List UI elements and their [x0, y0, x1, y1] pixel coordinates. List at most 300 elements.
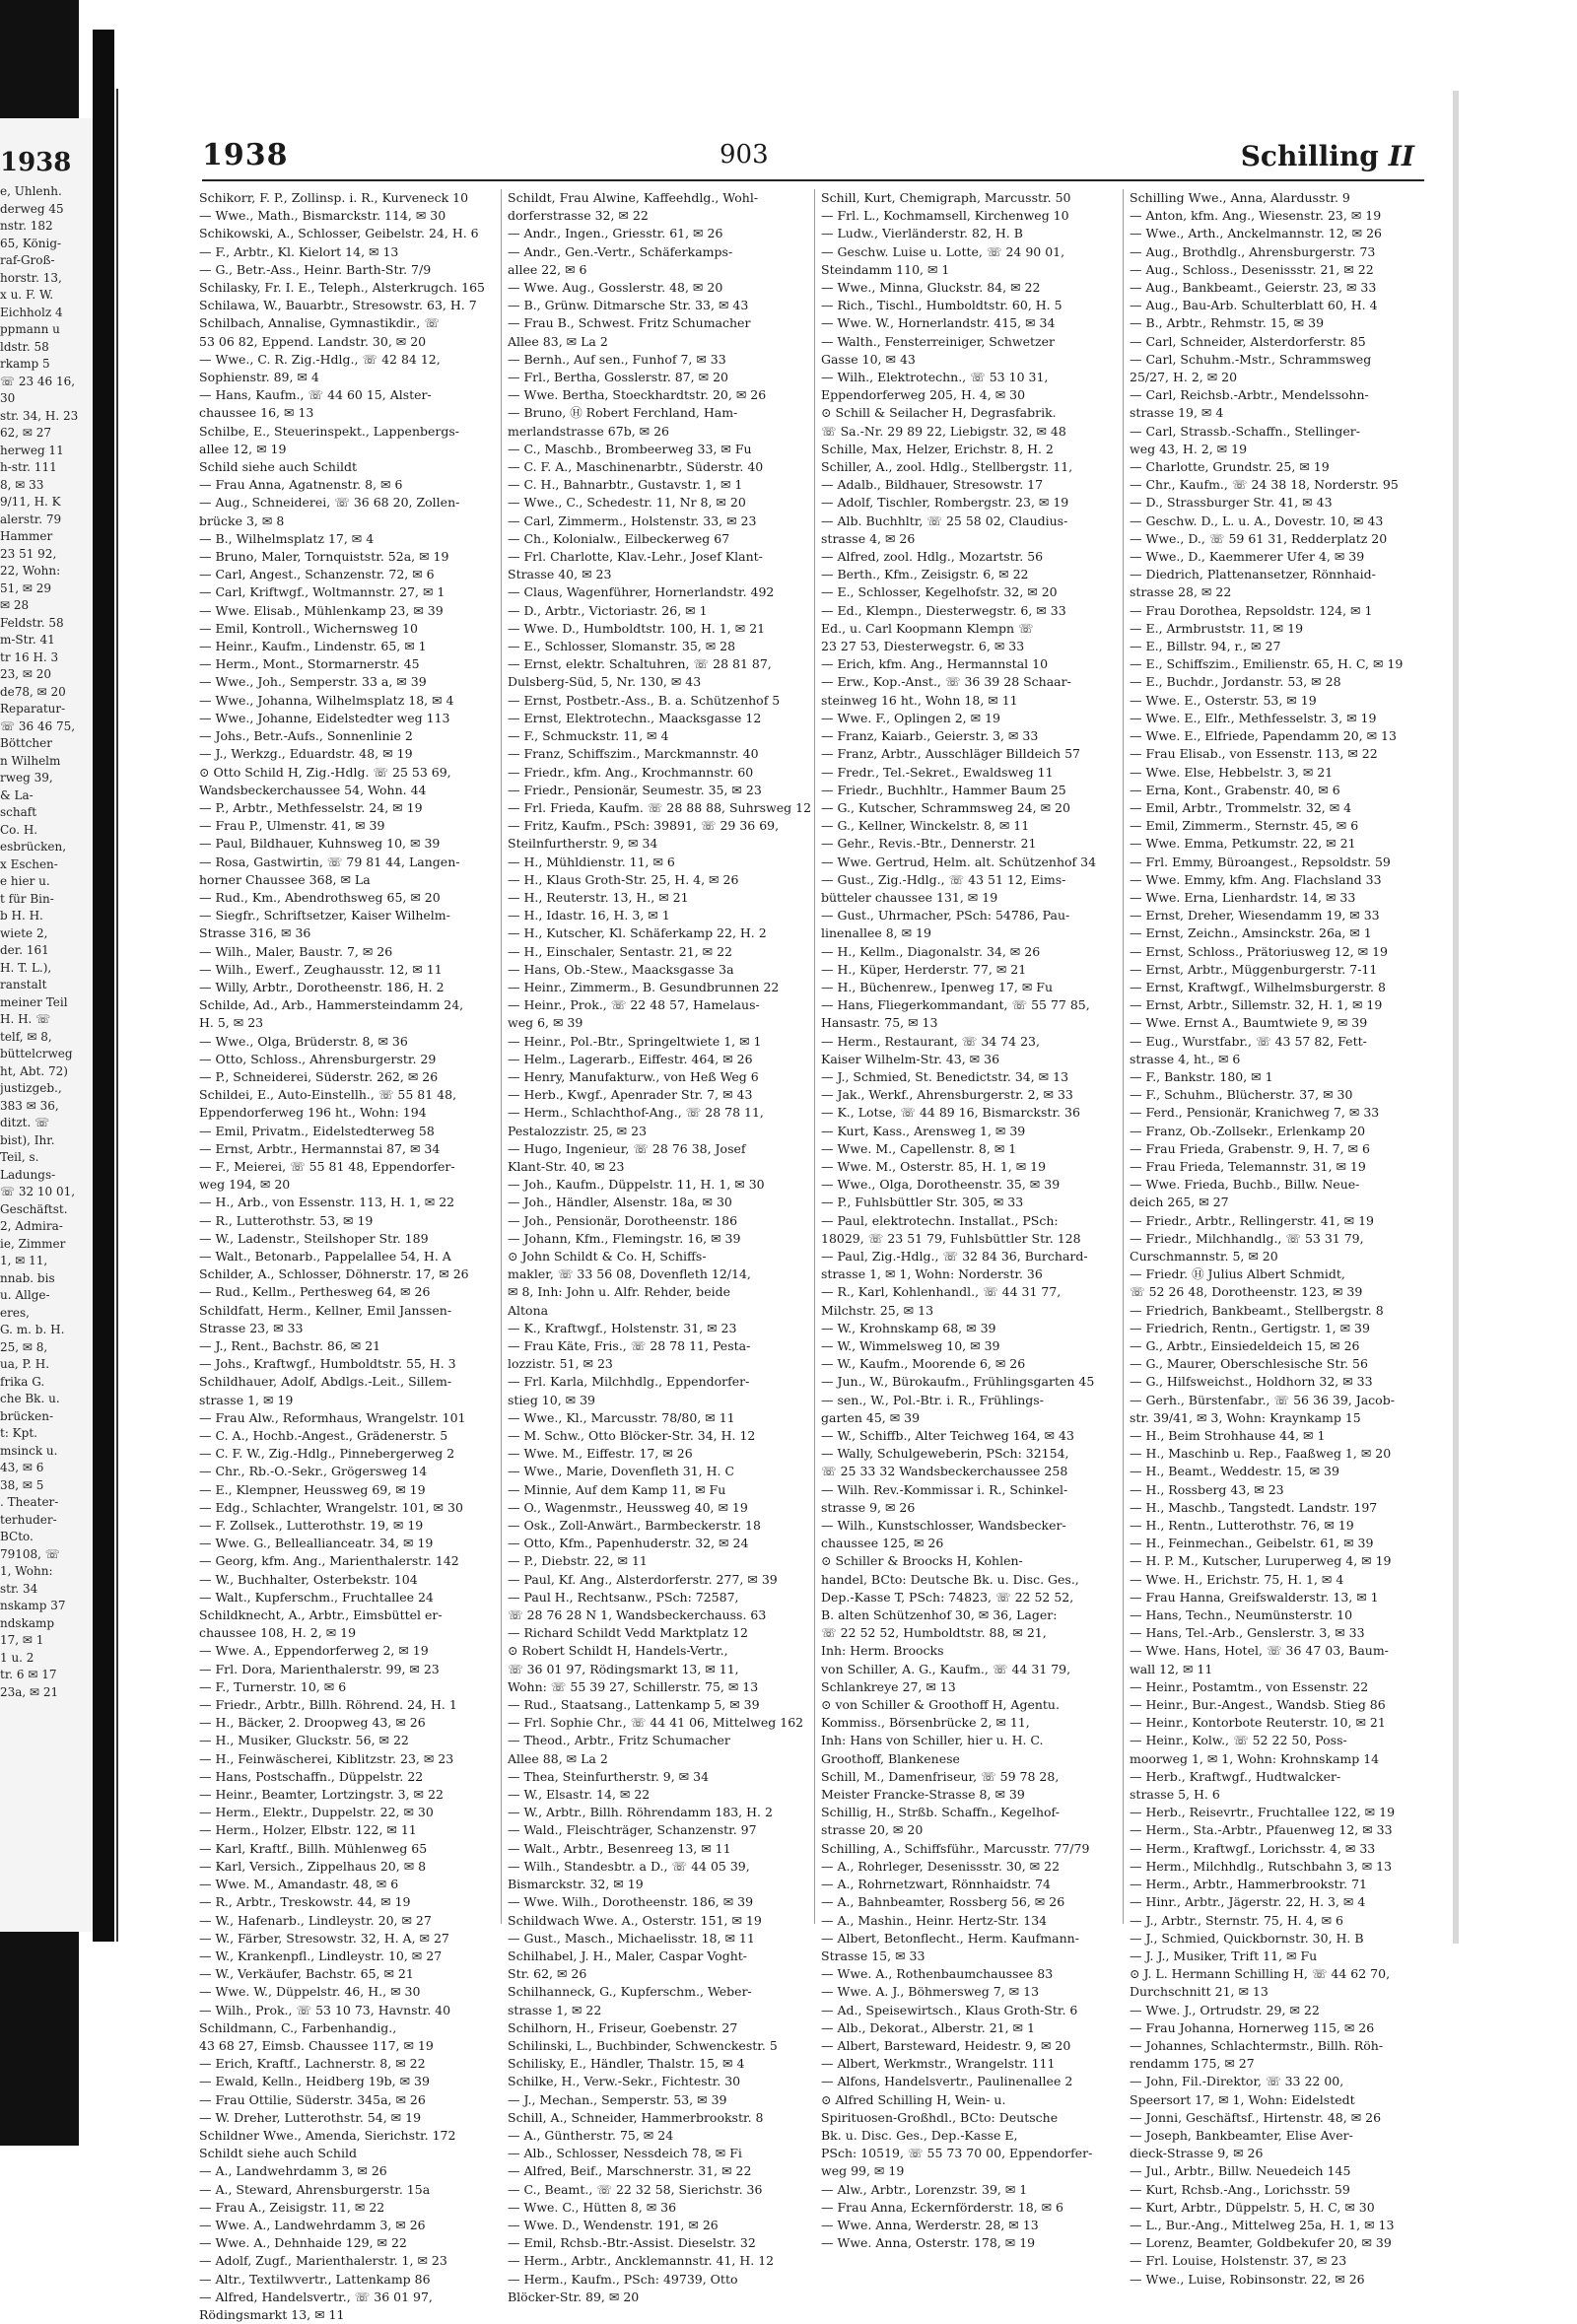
- directory-entry: — Franz, Schiffszim., Marckmannstr. 40: [508, 746, 759, 762]
- directory-entry: Kaiser Wilhelm-Str. 43, ✉ 36: [821, 1051, 1000, 1066]
- directory-entry: — Rud., Kellm., Perthesweg 64, ✉ 26: [199, 1284, 431, 1300]
- directory-entry: Schilhanneck, G., Kupferschm., Weber-: [508, 1984, 752, 2000]
- directory-entry: ☏ 52 26 48, Dorotheenstr. 123, ✉ 39: [1130, 1284, 1363, 1300]
- directory-entry: — Wwe., Olga, Dorotheenstr. 35, ✉ 39: [821, 1177, 1061, 1193]
- previous-page-line: eres,: [0, 1305, 30, 1320]
- directory-entry: — J., Arbtr., Sternstr. 75, H. 4, ✉ 6: [1130, 1912, 1343, 1928]
- directory-entry: — H., Arb., von Essenstr. 113, H. 1, ✉ 22: [199, 1195, 455, 1210]
- directory-entry: moorweg 1, ✉ 1, Wohn: Krohnskamp 14: [1130, 1750, 1380, 1766]
- directory-entry: — Ch., Kolonialw., Eilbeckerweg 67: [508, 530, 730, 546]
- directory-entry: — W., Verkäufer, Bachstr. 65, ✉ 21: [199, 1966, 414, 1982]
- directory-entry: — Paul, Zig.-Hdlg., ☏ 32 84 36, Burchard-: [821, 1248, 1088, 1264]
- directory-entry: Schildknecht, A., Arbtr., Eimsbüttel er-: [199, 1607, 443, 1623]
- directory-entry: 53 06 82, Eppend. Landstr. 30, ✉ 20: [199, 333, 427, 349]
- previous-page-line: ✉ 28: [0, 598, 30, 612]
- directory-entry: — Wwe. Anna, Osterstr. 178, ✉ 19: [821, 2235, 1036, 2251]
- directory-entry: Inh: Hans von Schiller, hier u. H. C.: [821, 1733, 1044, 1748]
- directory-entry: — Friedr., Arbtr., Billh. Röhrend. 24, H. 1: [199, 1697, 457, 1713]
- directory-entry: — Carl, Kriftwgf., Woltmannstr. 27, ✉ 1: [199, 584, 446, 600]
- previous-page-line: che Bk. u.: [0, 1392, 60, 1405]
- directory-entry: — Friedr. Ⓗ Julius Albert Schmidt,: [1130, 1266, 1345, 1282]
- directory-entry: PSch: 10519, ☏ 55 73 70 00, Eppendorfer-: [821, 2146, 1093, 2161]
- directory-entry: Eppendorferweg 205, H. 4, ✉ 30: [821, 387, 1026, 403]
- directory-entry: — Karl, Versich., Zippelhaus 20, ✉ 8: [199, 1858, 427, 1874]
- directory-entry: ⊙ J. L. Hermann Schilling H, ☏ 44 62 70,: [1130, 1966, 1391, 1982]
- directory-entry: weg 43, H. 2, ✉ 19: [1130, 441, 1248, 456]
- directory-entry: — W., Färber, Stresowstr. 32, H. A, ✉ 27: [199, 1930, 449, 1946]
- directory-entry: Schildhauer, Adolf, Abdlgs.-Leit., Sillem-: [199, 1374, 452, 1390]
- directory-entry: — Ernst, Kraftwgf., Wilhelmsburgerstr. 8: [1130, 979, 1386, 994]
- directory-entry: — Wwe., D., Kaemmerer Ufer 4, ✉ 39: [1130, 549, 1365, 565]
- directory-entry: — Frau Frieda, Grabenstr. 9, H. 7, ✉ 6: [1130, 1140, 1370, 1156]
- directory-entry: — Frau Johanna, Hornerweg 115, ✉ 26: [1130, 2019, 1375, 2035]
- previous-page-line: alerstr. 79: [0, 512, 62, 526]
- previous-page-line: ☏ 23 46 16,: [0, 374, 76, 388]
- directory-entry: — H., Feinmechan., Geibelstr. 61, ✉ 39: [1130, 1536, 1374, 1551]
- directory-entry: — H., Büchenrew., Ipenweg 17, ✉ Fu: [821, 979, 1054, 994]
- directory-entry: — Albert, Barsteward, Heidestr. 9, ✉ 20: [821, 2037, 1071, 2053]
- directory-entry: Ed., u. Carl Koopmann Klempn ☏: [821, 620, 1034, 636]
- directory-entry: — J. J., Musiker, Trift 11, ✉ Fu: [1130, 1948, 1318, 1963]
- directory-entry: — Alfons, Handelsvertr., Paulinenallee 2: [821, 2074, 1073, 2089]
- previous-page-line: 23 51 92,: [0, 546, 57, 561]
- directory-entry: Altona: [508, 1302, 549, 1318]
- previous-page-line: ht, Abt. 72): [0, 1063, 68, 1078]
- directory-entry: — Walt., Betonarb., Pappelallee 54, H. A: [199, 1248, 451, 1264]
- directory-entry: — W., Buchhalter, Osterbekstr. 104: [199, 1571, 418, 1587]
- directory-entry: garten 45, ✉ 39: [821, 1409, 921, 1425]
- previous-page-line: 38, ✉ 5: [0, 1477, 44, 1492]
- directory-entry: — Heinr., Bur.-Angest., Wandsb. Stieg 86: [1130, 1697, 1386, 1713]
- directory-entry: Schillig, H., Strßb. Schaffn., Kegelhof-: [821, 1805, 1060, 1820]
- directory-entry: Schildfatt, Herm., Kellner, Emil Janssen-: [199, 1302, 452, 1318]
- previous-page-line: n Wilhelm: [0, 753, 61, 768]
- directory-entry: Kommiss., Börsenbrücke 2, ✉ 11,: [821, 1715, 1030, 1731]
- directory-entry: Str. 62, ✉ 26: [508, 1966, 587, 1982]
- directory-entry: Schilde, Ad., Arb., Hammersteindamm 24,: [199, 997, 464, 1013]
- directory-entry: weg 6, ✉ 39: [508, 1015, 583, 1031]
- directory-entry: — Lorenz, Beamter, Goldbekufer 20, ✉ 39: [1130, 2235, 1392, 2251]
- directory-entry: — Wwe. H., Erichstr. 75, H. 1, ✉ 4: [1130, 1571, 1344, 1587]
- directory-entry: allee 22, ✉ 6: [508, 261, 587, 277]
- directory-entry: — Wwe. Else, Hebbelstr. 3, ✉ 21: [1130, 764, 1334, 780]
- directory-entry: — H., Rentn., Lutterothstr. 76, ✉ 19: [1130, 1518, 1354, 1534]
- directory-entry: — Otto, Kfm., Papenhuderstr. 32, ✉ 24: [508, 1536, 749, 1551]
- directory-entry: strasse 5, H. 6: [1130, 1787, 1220, 1803]
- directory-entry: ☏ 28 76 28 N 1, Wandsbeckerchauss. 63: [508, 1607, 767, 1623]
- previous-page-line: BCto.: [0, 1530, 34, 1543]
- directory-entry: 18029, ☏ 23 51 79, Fuhlsbüttler Str. 128: [821, 1230, 1081, 1246]
- directory-entry: — Frau Ottilie, Süderstr. 345a, ✉ 26: [199, 2091, 426, 2107]
- directory-entry: — Alfred, Beif., Marschnerstr. 31, ✉ 22: [508, 2163, 752, 2179]
- directory-entry: — Frau A., Zeisigstr. 11, ✉ 22: [199, 2199, 385, 2215]
- directory-entry: ☏ 22 52 52, Humboldtstr. 88, ✉ 21,: [821, 1625, 1047, 1641]
- directory-entry: Schildei, E., Auto-Einstellh., ☏ 55 81 48,: [199, 1087, 457, 1103]
- directory-entry: — Frl. L., Kochmamsell, Kirchenweg 10: [821, 208, 1069, 224]
- directory-entry: Pestalozzistr. 25, ✉ 23: [508, 1123, 648, 1138]
- directory-entry: — Richard Schildt Vedd Marktplatz 12: [508, 1625, 748, 1641]
- directory-entry: — Osk., Zoll-Anwärt., Barmbeckerstr. 18: [508, 1518, 761, 1534]
- directory-entry: Schill, A., Schneider, Hammerbrookstr. 8: [508, 2109, 764, 2125]
- directory-entry: Blöcker-Str. 89, ✉ 20: [508, 2289, 640, 2304]
- directory-entry: — Hans, Techn., Neumünsterstr. 10: [1130, 1607, 1353, 1623]
- previous-page-line: 62, ✉ 27: [0, 426, 52, 440]
- directory-entry: — Johs., Betr.-Aufs., Sonnenlinie 2: [199, 728, 413, 744]
- previous-page-line: horstr. 13,: [0, 270, 62, 285]
- directory-entry: — Frl. Frieda, Kaufm. ☏ 28 88 88, Suhrsweg 12: [508, 799, 812, 815]
- previous-page-line: telf, ✉ 8,: [0, 1029, 52, 1044]
- directory-entry: — E., Buchdr., Jordanstr. 53, ✉ 28: [1130, 674, 1341, 690]
- previous-page-line: brücken-: [0, 1408, 54, 1423]
- directory-entry: chaussee 125, ✉ 26: [821, 1536, 944, 1551]
- directory-entry: — Wwe. Emmy, kfm. Ang. Flachsland 33: [1130, 871, 1382, 887]
- directory-entry: — Frl. Sophie Chr., ☏ 44 41 06, Mittelweg 162: [508, 1715, 804, 1731]
- directory-entry: — Alb., Dekorat., Alberstr. 21, ✉ 1: [821, 2019, 1035, 2035]
- directory-entry: horner Chaussee 368, ✉ La: [199, 871, 371, 887]
- directory-entry: — Herb., Kraftwgf., Hudtwalcker-: [1130, 1768, 1341, 1784]
- directory-entry: — Wwe. Bertha, Stoeckhardtstr. 20, ✉ 26: [508, 387, 767, 403]
- directory-entry: — Herm., Milchhdlg., Rutschbahn 3, ✉ 13: [1130, 1858, 1393, 1874]
- previous-page-line: ndskamp: [0, 1615, 55, 1630]
- directory-entry: — Herb., Kwgf., Apenrader Str. 7, ✉ 43: [508, 1087, 753, 1103]
- directory-entry: — Herm., Sta.-Arbtr., Pfauenweg 12, ✉ 33: [1130, 1822, 1393, 1838]
- directory-entry: — Georg, kfm. Ang., Marienthalerstr. 142: [199, 1553, 459, 1569]
- directory-entry: Bk. u. Disc. Ges., Dep.-Kasse E,: [821, 2127, 1018, 2143]
- directory-entry: — E., Schlosser, Kegelhofstr. 32, ✉ 20: [821, 584, 1058, 600]
- directory-entry: — B., Grünw. Ditmarsche Str. 33, ✉ 43: [508, 298, 749, 313]
- directory-entry: — Wwe., Kl., Marcusstr. 78/80, ✉ 11: [508, 1409, 735, 1425]
- directory-entry: — C. F. A., Maschinenarbtr., Süderstr. 40: [508, 459, 764, 475]
- directory-entry: — A., Bahnbeamter, Rossberg 56, ✉ 26: [821, 1894, 1065, 1910]
- directory-entry: — Henry, Manufakturw., von Heß Weg 6: [508, 1068, 759, 1084]
- previous-page-line: ppmann u: [0, 322, 60, 336]
- directory-entry: — A., Landwehrdamm 3, ✉ 26: [199, 2163, 387, 2179]
- directory-entry: Eppendorferweg 196 ht., Wohn: 194: [199, 1105, 427, 1121]
- directory-entry: — Frau Elisab., von Essenstr. 113, ✉ 22: [1130, 746, 1378, 762]
- previous-page-line: x Eschen-: [0, 856, 58, 871]
- directory-entry: — J., Schmied, Quickbornstr. 30, H. B: [1130, 1930, 1364, 1946]
- directory-entry: — Herm., Arbtr., Hammerbrookstr. 71: [1130, 1877, 1367, 1892]
- directory-entry: — P., Schneiderei, Süderstr. 262, ✉ 26: [199, 1068, 439, 1084]
- page-number: 903: [720, 140, 769, 170]
- directory-entry: — Ernst, Arbtr., Sillemstr. 32, H. 1, ✉ 19: [1130, 997, 1383, 1013]
- previous-page-line: 8, ✉ 33: [0, 477, 44, 492]
- directory-entry: — Anton, kfm. Ang., Wiesenstr. 23, ✉ 19: [1130, 208, 1382, 224]
- directory-entry: — W., Hafenarb., Lindleystr. 20, ✉ 27: [199, 1912, 432, 1928]
- previous-page-line: tr. 6 ✉ 17: [0, 1668, 57, 1681]
- directory-entry: — Wwe. D., Humboldtstr. 100, H. 1, ✉ 21: [508, 620, 766, 636]
- directory-entry: — Frau Anna, Agatnenstr. 8, ✉ 6: [199, 477, 403, 493]
- previous-page-line: justizgeb.,: [0, 1081, 62, 1095]
- directory-entry: — Ernst, Dreher, Wiesendamm 19, ✉ 33: [1130, 908, 1380, 923]
- directory-entry: — Ad., Speisewirtsch., Klaus Groth-Str. 6: [821, 2002, 1078, 2017]
- directory-entry: Schildwach Wwe. A., Osterstr. 151, ✉ 19: [508, 1912, 762, 1928]
- running-head-volume: II: [1388, 140, 1414, 172]
- directory-entry: — Frau Käte, Fris., ☏ 28 78 11, Pesta-: [508, 1338, 751, 1353]
- directory-entry: ⊙ Schill & Seilacher H, Degrasfabrik.: [821, 405, 1057, 421]
- previous-page-line: e, Uhlenh.: [0, 184, 62, 198]
- directory-entry: chaussee 108, H. 2, ✉ 19: [199, 1625, 357, 1641]
- directory-entry: — G., Arbtr., Einsiedeldeich 15, ✉ 26: [1130, 1338, 1360, 1353]
- directory-entry: — Wwe. Aug., Gosslerstr. 48, ✉ 20: [508, 280, 723, 296]
- directory-entry: — Gerh., Bürstenfabr., ☏ 56 36 39, Jacob-: [1130, 1392, 1395, 1407]
- directory-entry: — Erich, kfm. Ang., Hermannstal 10: [821, 656, 1049, 672]
- previous-page-line: 65, König-: [0, 236, 62, 250]
- previous-page-line: rweg 39,: [0, 771, 53, 785]
- previous-page-line: nstr. 182: [0, 219, 53, 233]
- previous-page-line: 30: [0, 391, 16, 405]
- directory-entry: strasse 4, ht., ✉ 6: [1130, 1051, 1241, 1066]
- directory-entry: Schikorr, F. P., Zollinsp. i. R., Kurveneck 10: [199, 190, 469, 205]
- directory-entry: Schild siehe auch Schildt: [199, 459, 357, 475]
- directory-entry: — Joseph, Bankbeamter, Elise Aver-: [1130, 2127, 1353, 2143]
- directory-entry: — Ernst, elektr. Schaltuhren, ☏ 28 81 87,: [508, 656, 772, 672]
- directory-entry: — Herm., Schlachthof-Ang., ☏ 28 78 11,: [508, 1105, 764, 1121]
- directory-entry: — G., Hilfsweichst., Holdhorn 32, ✉ 33: [1130, 1374, 1373, 1390]
- directory-entry: — Wwe., Marie, Dovenfleth 31, H. C: [508, 1464, 735, 1479]
- directory-entry: — Jun., W., Bürokaufm., Frühlingsgarten 45: [821, 1374, 1095, 1390]
- directory-entry: — W., Krankenpfl., Lindleystr. 10, ✉ 27: [199, 1948, 443, 1963]
- directory-entry: — H. P. M., Kutscher, Luruperweg 4, ✉ 19: [1130, 1553, 1392, 1569]
- previous-page-line: msinck u.: [0, 1443, 58, 1458]
- directory-entry: — Edg., Schlachter, Wrangelstr. 101, ✉ 30: [199, 1499, 463, 1515]
- directory-entry: Strasse 316, ✉ 36: [199, 925, 311, 941]
- previous-page-line: 1 u. 2: [0, 1650, 34, 1665]
- previous-page-line: h-str. 111: [0, 460, 57, 474]
- directory-entry: — Wwe. Ernst A., Baumtwiete 9, ✉ 39: [1130, 1015, 1368, 1031]
- directory-entry: — Emil, Privatm., Eidelstedterweg 58: [199, 1123, 435, 1138]
- directory-entry: ☏ 36 01 97, Rödingsmarkt 13, ✉ 11,: [508, 1661, 739, 1676]
- running-head: [1241, 140, 1414, 172]
- previous-page-line: ☏ 32 10 01,: [0, 1185, 76, 1198]
- directory-entry: — Wwe. A. J., Böhmersweg 7, ✉ 13: [821, 1984, 1040, 2000]
- directory-entry: ☏ 25 33 32 Wandsbeckerchaussee 258: [821, 1464, 1068, 1479]
- directory-entry: — Heinr., Prok., ☏ 22 48 57, Hamelaus-: [508, 997, 760, 1013]
- directory-entry: stieg 10, ✉ 39: [508, 1392, 596, 1407]
- directory-entry: — J., Werkzg., Eduardstr. 48, ✉ 19: [199, 746, 413, 762]
- directory-entry: — Thea, Steinfurtherstr. 9, ✉ 34: [508, 1768, 710, 1784]
- directory-entry: — Franz, Ob.-Zollsekr., Erlenkamp 20: [1130, 1123, 1366, 1138]
- directory-entry: — Alfred, zool. Hdlg., Mozartstr. 56: [821, 549, 1044, 565]
- directory-entry: — L., Bur.-Ang., Mittelweg 25a, H. 1, ✉ 13: [1130, 2217, 1395, 2232]
- directory-entry: — Wilh., Maler, Baustr. 7, ✉ 26: [199, 943, 393, 959]
- directory-entry: — Wwe. G., Belleallianceatr. 34, ✉ 19: [199, 1536, 434, 1551]
- directory-entry: — Wwe. M., Capellenstr. 8, ✉ 1: [821, 1140, 1017, 1156]
- directory-entry: — Diedrich, Plattenansetzer, Rönnhaid-: [1130, 567, 1376, 582]
- directory-entry: — Frau P., Ulmenstr. 41, ✉ 39: [199, 818, 385, 834]
- directory-entry: — W., Krohnskamp 68, ✉ 39: [821, 1320, 996, 1335]
- directory-entry: — Emil, Arbtr., Trommelstr. 32, ✉ 4: [1130, 799, 1352, 815]
- previous-page-line: Böttcher: [0, 736, 52, 750]
- directory-entry: Wohn: ☏ 55 39 27, Schillerstr. 75, ✉ 13: [508, 1678, 759, 1694]
- directory-entry: — R., Arbtr., Treskowstr. 44, ✉ 19: [199, 1894, 411, 1910]
- directory-entry: — Gust., Uhrmacher, PSch: 54786, Pau-: [821, 908, 1070, 923]
- directory-entry: — Wwe. A., Dehnhaide 129, ✉ 22: [199, 2235, 407, 2251]
- directory-entry: strasse 1, ✉ 19: [199, 1392, 294, 1407]
- directory-entry: Schilisky, E., Händler, Thalstr. 15, ✉ 4: [508, 2056, 745, 2072]
- directory-entry: — Siegfr., Schriftsetzer, Kaiser Wilhelm-: [199, 908, 450, 923]
- directory-entry: — Carl, Schneider, Alsterdorferstr. 85: [1130, 333, 1366, 349]
- directory-entry: Schilasky, Fr. I. E., Teleph., Alsterkrugch. 165: [199, 280, 485, 296]
- directory-entry: — A., Rohrnetzwart, Rönnhaidstr. 74: [821, 1877, 1051, 1892]
- directory-entry: — H., Idastr. 16, H. 3, ✉ 1: [508, 908, 670, 923]
- directory-entry: — Friedr., Pensionär, Seumestr. 35, ✉ 23: [508, 782, 762, 797]
- directory-entry: — Albert, Betonflecht., Herm. Kaufmann-: [821, 1930, 1079, 1946]
- directory-entry: — Adalb., Bildhauer, Stresowstr. 17: [821, 477, 1044, 493]
- directory-entry: — A., Güntherstr. 75, ✉ 24: [508, 2127, 674, 2143]
- previous-page-line: ditzt. ☏: [0, 1116, 50, 1129]
- directory-entry: handel, BCto: Deutsche Bk. u. Disc. Ges.,: [821, 1571, 1079, 1587]
- directory-entry: — Jonni, Geschäftsf., Hirtenstr. 48, ✉ 26: [1130, 2109, 1382, 2125]
- column-4: [1130, 189, 1431, 2287]
- directory-entry: — F., Turnerstr. 10, ✉ 6: [199, 1678, 347, 1694]
- directory-entry: — Andr., Gen.-Vertr., Schäferkamps-: [508, 243, 733, 259]
- directory-entry: — Wwe. D., Wendenstr. 191, ✉ 26: [508, 2217, 719, 2232]
- directory-entry: — F., Bankstr. 180, ✉ 1: [1130, 1068, 1273, 1084]
- previous-page-line: Feldstr. 58: [0, 615, 64, 630]
- directory-entry: — C. A., Hochb.-Angest., Grädenerstr. 5: [199, 1428, 448, 1444]
- directory-entry: — Theod., Arbtr., Fritz Schumacher: [508, 1733, 730, 1748]
- directory-entry: — Wwe. Anna, Werderstr. 28, ✉ 13: [821, 2217, 1039, 2232]
- directory-entry: — Adolf, Zugf., Marienthalerstr. 1, ✉ 23: [199, 2253, 447, 2269]
- directory-entry: — P., Arbtr., Methfesselstr. 24, ✉ 19: [199, 799, 423, 815]
- directory-entry: — sen., W., Pol.-Btr. i. R., Frühlings-: [821, 1392, 1044, 1407]
- previous-page-line: H. H. ☏: [0, 1012, 51, 1026]
- directory-entry: — Ernst, Zeichn., Amsinckstr. 26a, ✉ 1: [1130, 925, 1372, 941]
- previous-page-line: Eichholz 4: [0, 305, 63, 319]
- directory-entry: — H., Einschaler, Sentastr. 21, ✉ 22: [508, 943, 733, 959]
- directory-entry: — Jul., Arbtr., Billw. Neuedeich 145: [1130, 2163, 1351, 2179]
- directory-entry: — C., Maschb., Brombeerweg 33, ✉ Fu: [508, 441, 752, 456]
- directory-entry: — Frau Frieda, Telemannstr. 31, ✉ 19: [1130, 1158, 1366, 1174]
- directory-entry: — Wwe., Johanna, Wilhelmsplatz 18, ✉ 4: [199, 692, 454, 708]
- directory-entry: — Rosa, Gastwirtin, ☏ 79 81 44, Langen-: [199, 854, 460, 869]
- directory-entry: Steindamm 110, ✉ 1: [821, 261, 950, 277]
- previous-page-line: 9/11, H. K: [0, 495, 61, 509]
- header-year: 1938: [202, 138, 289, 172]
- directory-entry: Speersort 17, ✉ 1, Wohn: Eidelstedt: [1130, 2091, 1355, 2107]
- directory-entry: — Heinr., Postamtm., von Essenstr. 22: [1130, 1678, 1369, 1694]
- directory-entry: Schilbe, E., Steuerinspekt., Lappenbergs-: [199, 423, 460, 439]
- directory-entry: — Chr., Rb.-O.-Sekr., Grögersweg 14: [199, 1464, 428, 1479]
- directory-entry: steinweg 16 ht., Wohn 18, ✉ 11: [821, 692, 1018, 708]
- directory-entry: — Wwe. W., Düppelstr. 46, H., ✉ 30: [199, 1984, 421, 2000]
- directory-entry: — Bruno, Ⓗ Robert Ferchland, Ham-: [508, 405, 738, 421]
- directory-entry: — K., Lotse, ☏ 44 89 16, Bismarckstr. 36: [821, 1105, 1080, 1121]
- directory-entry: — Alfred, Handelsvertr., ☏ 36 01 97,: [199, 2289, 433, 2304]
- directory-entry: Strasse 15, ✉ 33: [821, 1948, 926, 1963]
- directory-entry: B. alten Schützenhof 30, ✉ 36, Lager:: [821, 1607, 1058, 1623]
- directory-entry: — Wwe., C. R. Zig.-Hdlg., ☏ 42 84 12,: [199, 351, 441, 367]
- directory-entry: — Frl. Louise, Holstenstr. 37, ✉ 23: [1130, 2253, 1347, 2269]
- directory-entry: — Heinr., Kaufm., Lindenstr. 65, ✉ 1: [199, 639, 427, 654]
- directory-entry: — Wwe. C., Hütten 8, ✉ 36: [508, 2199, 677, 2215]
- directory-entry: — Emil, Kontroll., Wichernsweg 10: [199, 620, 418, 636]
- directory-entry: linenallee 8, ✉ 19: [821, 925, 931, 941]
- directory-entry: — M. Schw., Otto Blöcker-Str. 34, H. 12: [508, 1428, 756, 1444]
- directory-entry: — Wwe. F., Oplingen 2, ✉ 19: [821, 710, 1000, 725]
- previous-page-line: 25, ✉ 8,: [0, 1339, 48, 1354]
- directory-page: [116, 89, 1454, 2322]
- directory-entry: — Karl, Kraftf., Billh. Mühlenweg 65: [199, 1840, 428, 1856]
- directory-entry: Schilling, A., Schiffsführ., Marcusstr. 77/79: [821, 1840, 1090, 1856]
- page-edge-shadow: [1453, 91, 1459, 1944]
- directory-entry: — Chr., Kaufm., ☏ 24 38 18, Norderstr. 95: [1130, 477, 1399, 493]
- previous-page-line: t für Bin-: [0, 891, 54, 906]
- previous-page-line: Geschäftst.: [0, 1201, 68, 1216]
- directory-entry: 23 27 53, Diesterwegstr. 6, ✉ 33: [821, 639, 1025, 654]
- directory-entry: Dep.-Kasse T, PSch: 74823, ☏ 22 52 52,: [821, 1589, 1074, 1605]
- directory-entry: Strasse 40, ✉ 23: [508, 567, 612, 582]
- directory-entry: — Hans, Ob.-Stew., Maacksgasse 3a: [508, 961, 734, 977]
- directory-entry: — Walt., Kupferschm., Fruchtallee 24: [199, 1589, 434, 1605]
- directory-entry: — Gust., Zig.-Hdlg., ☏ 43 51 12, Eims-: [821, 871, 1066, 887]
- directory-entry: — Wilh., Ewerf., Zeughausstr. 12, ✉ 11: [199, 961, 443, 977]
- directory-entry: rendamm 175, ✉ 27: [1130, 2056, 1255, 2072]
- directory-columns: [199, 189, 1431, 2322]
- directory-entry: — Berth., Kfm., Zeisigstr. 6, ✉ 22: [821, 567, 1029, 582]
- directory-entry: — Frl. Dora, Marienthalerstr. 99, ✉ 23: [199, 1661, 440, 1676]
- directory-entry: Rödingsmarkt 13, ✉ 11: [199, 2306, 345, 2322]
- directory-entry: — W., Schiffb., Alter Teichweg 164, ✉ 43: [821, 1428, 1074, 1444]
- directory-entry: Inh: Herm. Broocks: [821, 1643, 944, 1659]
- previous-page-line: 23a, ✉ 21: [0, 1684, 59, 1699]
- directory-entry: — Wwe., Luise, Robinsonstr. 22, ✉ 26: [1130, 2271, 1365, 2287]
- directory-entry: Groothoff, Blankenese: [821, 1750, 960, 1766]
- directory-entry: — Walt., Arbtr., Besenreeg 13, ✉ 11: [508, 1840, 731, 1856]
- previous-page-line: ua, P. H.: [0, 1357, 50, 1371]
- previous-page-line: ldstr. 58: [0, 339, 49, 354]
- directory-entry: — R., Lutterothstr. 53, ✉ 19: [199, 1212, 374, 1228]
- previous-page-line: tr 16 H. 3: [0, 649, 59, 664]
- directory-entry: — Wwe. E., Osterstr. 53, ✉ 19: [1130, 692, 1317, 708]
- directory-entry: — Wwe., Olga, Brüderstr. 8, ✉ 36: [199, 1033, 408, 1049]
- directory-entry: — Frau B., Schwest. Fritz Schumacher: [508, 315, 751, 331]
- previous-page-line: 17, ✉ 1: [0, 1633, 44, 1647]
- header-rule: [202, 179, 1424, 181]
- previous-page-line: Co. H.: [0, 822, 38, 837]
- directory-entry: Curschmannstr. 5, ✉ 20: [1130, 1248, 1278, 1264]
- directory-entry: strasse 20, ✉ 20: [821, 1822, 924, 1838]
- directory-entry: — John, Fil.-Direktor, ☏ 33 22 00,: [1130, 2074, 1344, 2089]
- directory-entry: Schilder, A., Schlosser, Döhnerstr. 17, ✉ 26: [199, 1266, 469, 1282]
- directory-entry: — H., Reuterstr. 13, H., ✉ 21: [508, 889, 689, 905]
- directory-entry: — Herm., Holzer, Elbstr. 122, ✉ 11: [199, 1822, 417, 1838]
- directory-entry: — G., Maurer, Oberschlesische Str. 56: [1130, 1356, 1368, 1372]
- directory-entry: Allee 83, ✉ La 2: [508, 333, 608, 349]
- directory-entry: 25/27, H. 2, ✉ 20: [1130, 370, 1238, 385]
- directory-entry: — Johann, Kfm., Flemingstr. 16, ✉ 39: [508, 1230, 741, 1246]
- directory-entry: — Wilh., Elektrotechn., ☏ 53 10 31,: [821, 370, 1049, 385]
- directory-entry: Schilawa, W., Bauarbtr., Stresowstr. 63, H. 7: [199, 298, 477, 313]
- directory-entry: — E., Armbruststr. 11, ✉ 19: [1130, 620, 1304, 636]
- directory-entry: — J., Schmied, St. Benedictstr. 34, ✉ 13: [821, 1068, 1069, 1084]
- directory-entry: H. 5, ✉ 23: [199, 1015, 264, 1031]
- directory-entry: — Helm., Lagerarb., Eiffestr. 464, ✉ 26: [508, 1051, 753, 1066]
- directory-entry: — W., Wimmelsweg 10, ✉ 39: [821, 1338, 1000, 1353]
- previous-page-line: Teil, s.: [0, 1150, 39, 1164]
- directory-entry: — Gehr., Revis.-Btr., Dennerstr. 21: [821, 836, 1037, 852]
- directory-entry: Schilinski, L., Buchbinder, Schwenckestr. 5: [508, 2037, 778, 2053]
- directory-entry: — Ernst, Postbetr.-Ass., B. a. Schützenhof 5: [508, 692, 781, 708]
- previous-page-lines: [0, 183, 93, 1701]
- directory-entry: — Carl, Schuhm.-Mstr., Schrammsweg: [1130, 351, 1372, 367]
- directory-entry: — Hans, Fliegerkommandant, ☏ 55 77 85,: [821, 997, 1090, 1013]
- directory-entry: — E., Billstr. 94, r., ✉ 27: [1130, 639, 1281, 654]
- directory-entry: — C., Beamt., ☏ 22 32 58, Sierichstr. 36: [508, 2181, 763, 2197]
- directory-entry: — Wwe., Johanne, Eidelstedter weg 113: [199, 710, 450, 725]
- directory-entry: — Ferd., Pensionär, Kranichweg 7, ✉ 33: [1130, 1105, 1380, 1121]
